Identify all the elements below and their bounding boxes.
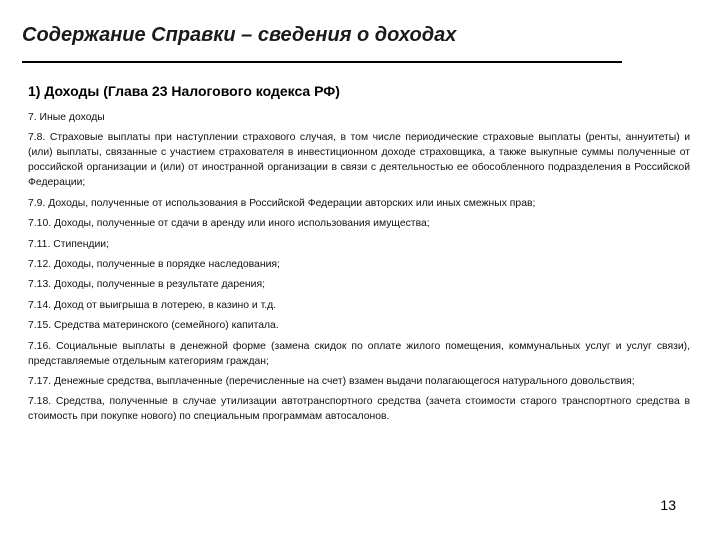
- page-number: 13: [660, 497, 676, 513]
- list-item: 7.15. Средства материнского (семейного) капитала.: [28, 320, 279, 332]
- list-item: 7.10. Доходы, полученные от сдачи в аренду или иного использования имущества;: [28, 218, 430, 230]
- list-item: 7.13. Доходы, полученные в результате дарения;: [28, 279, 265, 291]
- list-item: 7.18. Средства, полученные в случае утилизации автотранспортного средства (зачета стоимости старого транспортного средства в стоимость при покупке нового) по специальным программам автосалонов.: [28, 396, 690, 423]
- list-item: 7.16. Социальные выплаты в денежной форме (замена скидок по оплате жилого помещения, коммунальных услуг и услуг связи), представляемые отдельным категориям граждан;: [28, 340, 690, 367]
- list-item: 7. Иные доходы: [28, 112, 105, 123]
- title-divider: [22, 61, 622, 63]
- income-list: [28, 110, 690, 430]
- list-item: 7.12. Доходы, полученные в порядке наследования;: [28, 258, 280, 270]
- list-item: 7.17. Денежные средства, выплаченные (перечисленные на счет) взамен выдачи полагающегося натурального довольствия;: [28, 375, 635, 387]
- list-item: 7.14. Доход от выигрыша в лотерею, в казино и т.д.: [28, 299, 277, 311]
- section-subtitle: 1) Доходы (Глава 23 Налогового кодекса РФ): [28, 83, 340, 99]
- list-item: 7.11. Стипендии;: [28, 238, 109, 250]
- slide-title: Содержание Справки – сведения о доходах: [22, 24, 457, 46]
- list-item: 7.9. Доходы, полученные от использования в Российской Федерации авторских или иных смежных прав;: [28, 197, 536, 209]
- list-item: 7.8. Страховые выплаты при наступлении страхового случая, в том числе периодические страховые выплаты (ренты, аннуитеты) и (или) выплаты, связанные с участием страхователя в инвестиционном доходе страховщика, а также выкупные суммы полученные от российской организации и (или) от иностранной организации в связи с деятельностью ее обособленного подразделения в Российской Федерации;: [28, 132, 690, 189]
